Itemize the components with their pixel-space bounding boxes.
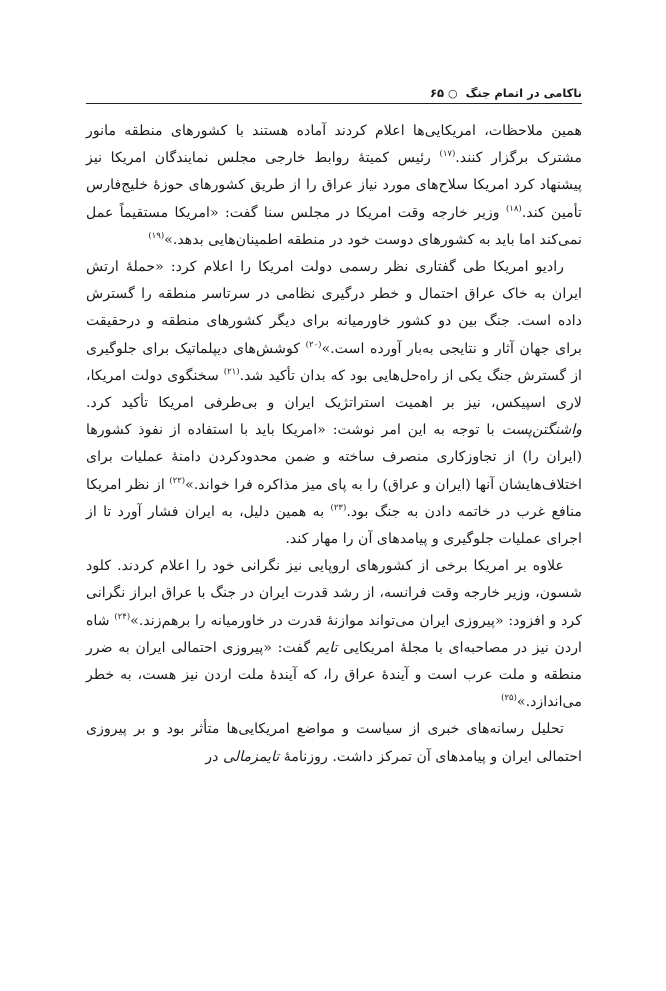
text-segment: به همین دلیل، به ایران فشار آورد تا از اجرای عملیات جلوگیری و پیامدهای آن را مهار کند. (86, 503, 582, 548)
text-segment: از نظر امریکا منافع غرب در خاتمه دادن به جنگ بود. (86, 476, 582, 520)
text-segment: علاوه بر امریکا برخی از کشورهای اروپایی نیز نگرانی خود را اعلام کردند. کلود شسون، وزیر خارجه وقت فرانسه، از رشد قدرت ایران در جنگ با عراق ابراز نگرانی کرد و افزود: «پیروزی ایران می‌تواند موازنهٔ قدرت در خاورمیانه را برهم‌زند.» (86, 558, 582, 629)
paragraph (86, 254, 582, 553)
text-segment: رادیو امریکا طی گفتاری نظر رسمی دولت امریکا را اعلام کرد: «حملهٔ ارتش ایران به خاک عراق احتمال و خطر درگیری نظامی در سرتاسر منطقه را گسترش داده است. جنگ بین دو کشور خاورمیانه برای دیگر کشورهای منطقه و درحقیقت برای جهان آثار و نتایجی به‌بار آورده است.» (86, 259, 582, 357)
text-segment: با توجه به این امر نوشت: «امریکا باید با استفاده از نفوذ کشورها (ایران را) از تجاوزکاری منصرف ساخته و ضمن محدودکردن دامنهٔ عملیات برای اختلاف‌هایشان آنها (ایران و عراق) را به پای میز مذاکره فرا خواند.» (86, 422, 582, 493)
footnote-reference: (۲۲) (169, 475, 186, 486)
footnote-reference: (۲۵) (501, 693, 517, 704)
text-segment: در (205, 748, 223, 765)
text-segment: وزیر خارجه وقت امریکا در مجلس سنا گفت: «امریکا مستقیماً عمل نمی‌کند اما باید به کشورهای دوست خود در منطقه اطمینان‌هایی بدهد.» (86, 204, 582, 248)
paragraph (86, 553, 582, 716)
footnote-reference: (۱۷) (439, 149, 456, 160)
paragraph (86, 716, 582, 770)
footnote-reference: (۱۸) (505, 203, 522, 214)
running-header-title: ناکامی در اتمام جنگ (465, 86, 582, 100)
page-body (86, 118, 582, 771)
text-segment: رئیس کمیتهٔ روابط خارجی مجلس نمایندگان امریکا نیز پیشنهاد کرد امریکا سلاح‌های مورد نیاز عراق را از طریق کشورهای حوزهٔ خلیج‌فارس تأمین کند. (86, 150, 582, 221)
text-segment: سخنگوی دولت امریکا، لاری اسپیکس، نیز بر اهمیت استراتژیک ایران و بی‌طرفی امریکا تأکید کرد. (86, 367, 582, 412)
text-segment: کوشش‌های دیپلماتیک برای جلوگیری از گسترش جنگ یکی از راه‌حل‌هایی بود که بدان تأکید شد. (86, 340, 582, 384)
text-segment: شاه اردن نیز در مصاحبه‌ای با مجلهٔ امریکایی (86, 612, 583, 656)
running-header (86, 78, 582, 104)
footnote-reference: (۲۳) (330, 502, 347, 513)
page-number: ۶۵ (429, 86, 444, 100)
publication-title: تایمز‌مالی (222, 748, 280, 765)
circle-separator-icon: ○ (447, 87, 458, 100)
footnote-reference: (۲۱) (223, 366, 240, 377)
text-segment: همین ملاحظات، امریکایی‌ها اعلام کردند آماده هستند با کشورهای منطقه مانور مشترک برگزار کنند. (86, 123, 582, 167)
footnote-reference: (۱۹) (148, 230, 165, 241)
paragraph (86, 118, 582, 254)
footnote-reference: (۲۰) (305, 339, 322, 350)
footnote-reference: (۲۴) (114, 611, 131, 622)
text-segment: گفت: «پیروزی احتمالی ایران به ضرر منطقه و ملت عرب است و آیندهٔ عراق را، که آیندهٔ ملت اردن نیز هست، به خطر می‌اندازد.» (86, 639, 582, 711)
publication-title: تایم (315, 639, 338, 656)
text-segment: تحلیل رسانه‌های خبری از سیاست و مواضع امریکایی‌ها متأثر بود و بر پیروزی احتمالی ایران و پیامدهای آن تمرکز داشت. روزنامهٔ (86, 721, 582, 765)
publication-title: واشنگتن‌پست (501, 422, 582, 439)
